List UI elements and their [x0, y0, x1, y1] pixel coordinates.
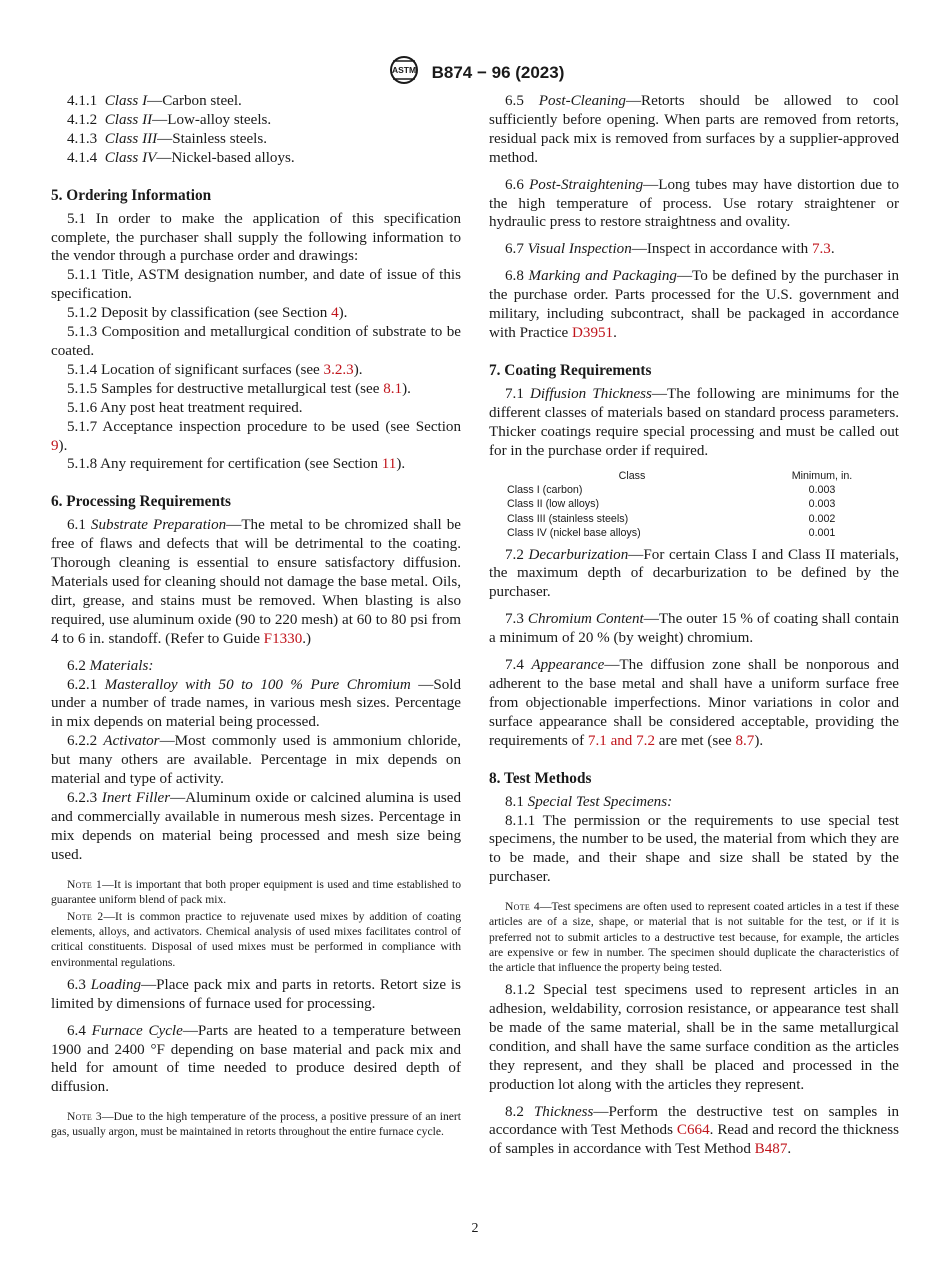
paragraph: 5.1.8 Any requirement for certification (see Section 11). — [67, 456, 406, 473]
svg-text:ASTM: ASTM — [391, 65, 416, 75]
paragraph: 7.1 Diffusion Thickness—The following are minimums for the different classes of materials based on standard process parameters. Thicker coatings require special processing and must be called out for in the purchase order if required. — [489, 385, 899, 459]
section-heading: 8. Test Methods — [489, 769, 592, 787]
standard-link[interactable]: B487 — [754, 1141, 788, 1158]
table-cell-class: Class IV (nickel base alloys) — [507, 527, 641, 540]
astm-logo — [386, 55, 422, 90]
paragraph: 5.1.1 Title, ASTM designation number, and date of issue of this specification. — [51, 267, 461, 303]
table-header-minimum: Minimum, in. — [791, 469, 853, 482]
section-link[interactable]: 11 — [381, 456, 397, 473]
paragraph: 5.1.2 Deposit by classification (see Section 4). — [67, 305, 348, 322]
paragraph: 8.1.2 Special test specimens used to represent articles in an adhesion, weldability, corrosion resistance, or appearance test shall be made of the same material, shall be in the same metallurgical condition, and shall have the same surface condition as the articles they represent, and they shall be placed and processed in the production lot along with the articles they represent. — [489, 982, 899, 1093]
section-link[interactable]: 9 — [51, 437, 59, 454]
table-cell-minimum: 0.002 — [808, 512, 836, 525]
paragraph: 6.2 Materials: — [67, 657, 154, 674]
table-header-row — [507, 469, 887, 483]
section-heading: 5. Ordering Information — [51, 186, 212, 204]
paragraph: 5.1.7 Acceptance inspection procedure to be used (see Section 9). — [51, 418, 461, 454]
paragraph: 8.1 Special Test Specimens: — [505, 793, 673, 810]
table-row — [507, 526, 887, 540]
table-cell-minimum: 0.001 — [808, 527, 836, 540]
section-link[interactable]: 8.7 — [735, 732, 755, 749]
table-cell-class: Class II (low alloys) — [507, 498, 600, 511]
table-header-class: Class — [618, 469, 646, 482]
paragraph: 7.3 Chromium Content—The outer 15 % of coating shall contain a minimum of 20 % (by weight) chromium. — [489, 611, 899, 647]
paragraph: 6.2.3 Inert Filler—Aluminum oxide or calcined alumina is used and commercially available in numerous mesh sizes. Percentage in mix depends on material being processed and mesh size being used. — [51, 790, 461, 863]
standard-link[interactable]: D3951 — [572, 324, 614, 341]
paragraph: 8.1.1 The permission or the requirements to use special test specimens, the number to be used, the material from which they are to be made, and their shape and size shall be stated by the purchaser. — [489, 812, 899, 886]
note: Note 4—Test specimens are often used to represent coated articles in a test if these articles are of a size, shape, or material that is not suitable for the test, or if it is preferred not to submit articles to a destructive test because, for example, the articles are expensive or few in number. The specimen should duplicate the characteristics of the article that influence the property being tested. — [489, 900, 899, 974]
section-link[interactable]: 4 — [331, 305, 339, 322]
page-header — [0, 55, 950, 85]
table-cell-minimum: 0.003 — [808, 483, 836, 496]
paragraph: 6.5 Post-Cleaning—Retorts should be allowed to cool sufficiently before opening. When parts are removed from retorts, residual pack mix is removed from surfaces by a supplier-approved method. — [489, 93, 900, 166]
section-heading: 7. Coating Requirements — [489, 361, 652, 379]
paragraph: 6.2.2 Activator—Most commonly used is ammonium chloride, but many others are available. Percentage in mix depends on material and type of activity. — [51, 733, 461, 788]
right-column — [489, 92, 899, 1159]
paragraph: 5.1.5 Samples for destructive metallurgical test (see 8.1). — [67, 380, 411, 397]
note: Note 2—It is common practice to rejuvenate used mixes by addition of coating elements, alloys, and activators. Chemical analysis of used mixes facilitates control of critical constituents. Disposal of used mixes must be performed in compliance with environmental regulations. — [51, 910, 461, 969]
section-link[interactable]: 3.2.3 — [323, 361, 354, 378]
paragraph: 7.4 Appearance—The diffusion zone shall be nonporous and adherent to the base metal and shall have a uniform surface free from objectionable imperfections. Minor variations in color and surface appearance shall be considered acceptable, providing the requirements of 7.1 and 7.2 are met (see 8.7). — [489, 657, 899, 749]
paragraph: 6.7 Visual Inspection—Inspect in accordance with 7.3. — [505, 241, 835, 258]
standard-designation: B874 − 96 (2023) — [431, 62, 565, 82]
standard-link[interactable]: C664 — [676, 1122, 710, 1139]
paragraph: 6.4 Furnace Cycle—Parts are heated to a temperature between 1900 and 2400 °F depending on base material and pack mix and held for amount of time needed to produce desired depth of diffusion. — [51, 1022, 462, 1096]
note: Note 3—Due to the high temperature of the process, a positive pressure of an inert gas, usually argon, must be maintained in retorts throughout the entire furnace cycle. — [51, 1110, 461, 1139]
paragraph: 6.8 Marking and Packaging—To be defined by the purchaser in the purchase order. Parts processed for the U.S. government and military, including subcontract, shall be packaged in accordance with Practice D3951. — [489, 268, 899, 341]
paragraph: 5.1.4 Location of significant surfaces (see 3.2.3). — [67, 361, 363, 378]
paragraph: 6.6 Post-Straightening—Long tubes may have distortion due to the high temperature of process. Use rotary straightener or hydraulic press to restore straightness and ovality. — [489, 176, 899, 231]
paragraph: 6.1 Substrate Preparation—The metal to be chromized shall be free of flaws and defects that will be detrimental to the coating. Thorough cleaning is essential to ensure satisfactory diffusion. Materials used for cleaning should not damage the base metal. Oils, dirt, grease, and stains must be removed. When blasting is also required, use aluminum oxide (90 to 220 mesh) at 60 to 80 psi from 4 to 6 in. standoff. (Refer to Guide F1330.) — [51, 517, 462, 647]
paragraph: 8.2 Thickness—Perform the destructive test on samples in accordance with Test Methods C664. Read and record the thickness of samples in accordance with Test Method B487. — [489, 1103, 900, 1158]
class-item: 4.1.3 Class III—Stainless steels. — [67, 130, 267, 147]
class-item: 4.1.2 Class II—Low-alloy steels. — [67, 111, 272, 128]
section-link[interactable]: 8.1 — [383, 380, 403, 397]
table-cell-class: Class III (stainless steels) — [507, 512, 629, 525]
class-item: 4.1.4 Class IV—Nickel-based alloys. — [67, 149, 295, 166]
section-link[interactable]: 7.1 and 7.2 — [587, 732, 655, 749]
paragraph: 5.1.6 Any post heat treatment required. — [67, 399, 303, 416]
paragraph: 7.2 Decarburization—For certain Class I and Class II materials, the maximum depth of decarburization to be defined by the purchaser. — [489, 546, 900, 601]
paragraph: 6.2.1 Masteralloy with 50 to 100 % Pure Chromium —Sold under a number of trade names, in various mesh sizes. Percentage in mix depends on material being processed. — [51, 676, 461, 731]
page-number: 2 — [471, 1221, 479, 1236]
standard-link[interactable]: F1330 — [263, 630, 303, 647]
table-row — [507, 483, 887, 497]
left-column — [51, 92, 461, 1140]
paragraph: 5.1.3 Composition and metallurgical condition of substrate to be coated. — [51, 324, 461, 359]
section-link[interactable]: 7.3 — [811, 241, 831, 258]
paragraph: 6.3 Loading—Place pack mix and parts in retorts. Retort size is limited by dimensions of furnace used for processing. — [51, 976, 462, 1012]
table-row — [507, 497, 887, 511]
note: Note 1—It is important that both proper equipment is used and time established to guarantee uniform blend of pack mix. — [51, 877, 462, 906]
class-list — [51, 92, 461, 168]
table-row — [507, 512, 887, 526]
section-heading: 6. Processing Requirements — [51, 493, 232, 511]
table-cell-minimum: 0.003 — [808, 498, 836, 511]
paragraph: 5.1 In order to make the application of this specification complete, the purchaser shall supply the following information to the vendor through a purchase order and drawings: — [51, 210, 461, 265]
table-cell-class: Class I (carbon) — [507, 483, 583, 496]
class-item: 4.1.1 Class I—Carbon steel. — [67, 93, 242, 109]
diffusion-thickness-table — [507, 469, 887, 541]
